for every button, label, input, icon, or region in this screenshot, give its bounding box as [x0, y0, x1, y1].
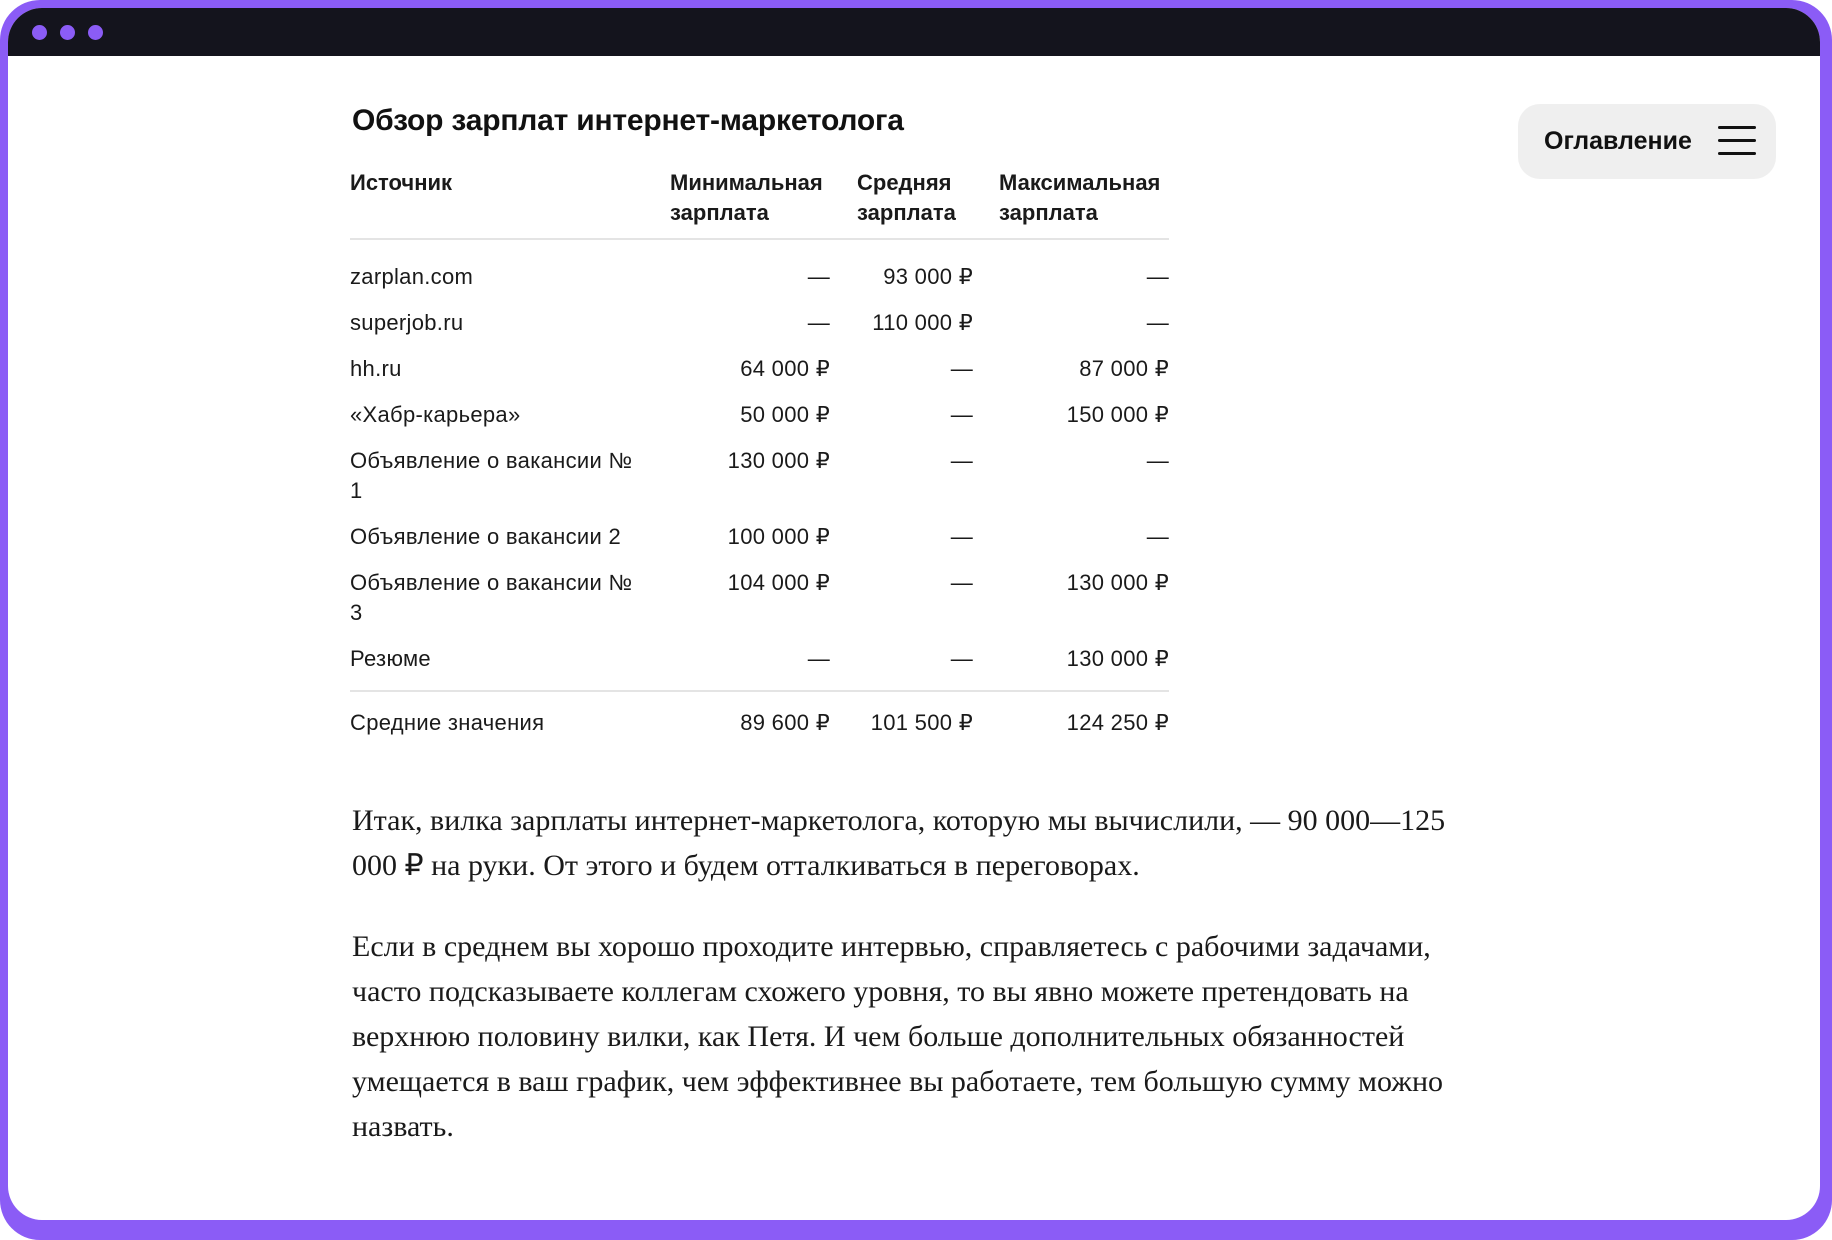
cell-source: Резюме — [350, 646, 431, 671]
cell-source: Объявление о вакансии № 1 — [350, 448, 633, 503]
table-of-contents-button[interactable] — [1518, 104, 1776, 179]
table-row — [350, 568, 1169, 644]
cell-max: 130 000 ₽ — [1066, 570, 1169, 595]
table-footer-row — [350, 691, 1169, 738]
cell-source: «Хабр-карьера» — [350, 402, 521, 427]
header-avg-label: Средняя зарплата — [857, 170, 956, 225]
cell-min: 100 000 ₽ — [727, 524, 830, 549]
table-row — [350, 644, 1169, 691]
cell-avg: — — [950, 524, 973, 549]
footer-max: 124 250 ₽ — [1066, 710, 1169, 735]
hamburger-icon — [1718, 126, 1756, 156]
header-min-label: Минимальная зарплата — [670, 170, 823, 225]
cell-max: — — [1146, 448, 1169, 473]
header-avg — [830, 168, 973, 239]
cell-avg: — — [950, 570, 973, 595]
cell-avg: — — [950, 646, 973, 671]
window-dot — [88, 25, 103, 40]
footer-avg: 101 500 ₽ — [870, 710, 973, 735]
table-body — [350, 239, 1169, 691]
footer-min: 89 600 ₽ — [740, 710, 830, 735]
cell-max: 130 000 ₽ — [1066, 646, 1169, 671]
cell-min: — — [807, 646, 830, 671]
window-titlebar — [8, 8, 1820, 56]
toc-label: Оглавление — [1544, 127, 1692, 155]
cell-min: — — [807, 310, 830, 335]
header-max-label: Максимальная зарплата — [999, 170, 1161, 225]
cell-source: zarplan.com — [350, 264, 474, 289]
paragraph: Если в среднем вы хорошо проходите интервью, справляетесь с рабочими задачами, часто подсказываете коллегам схожего уровня, то вы явно можете претендовать на верхнюю половину вилки, как Петя. И чем больше дополнительных обязанностей умещается в ваш график, чем эффективнее вы работаете, тем большую сумму можно назвать. — [352, 930, 1444, 1143]
cell-source: Объявление о вакансии 2 — [350, 524, 622, 549]
header-max — [973, 168, 1169, 239]
cell-avg: — — [950, 356, 973, 381]
table-row — [350, 400, 1169, 446]
table-title: Обзор зарплат интернет-маркетолога — [352, 104, 904, 137]
article-content — [344, 56, 1464, 1185]
table-row — [350, 239, 1169, 308]
table-row — [350, 354, 1169, 400]
cell-avg: — — [950, 402, 973, 427]
cell-max: — — [1146, 264, 1169, 289]
cell-avg: 93 000 ₽ — [883, 264, 973, 289]
cell-avg: 110 000 ₽ — [872, 310, 973, 335]
cell-min: 104 000 ₽ — [727, 570, 830, 595]
paragraph: Итак, вилка зарплаты интернет-маркетолога, которую мы вычислили, — 90 000—125 000 ₽ на руки. От этого и будем отталкиваться в переговорах. — [352, 804, 1446, 882]
cell-source: Объявление о вакансии № 3 — [350, 570, 633, 625]
cell-max: 87 000 ₽ — [1079, 356, 1169, 381]
salary-table — [350, 168, 1169, 738]
cell-max: 150 000 ₽ — [1066, 402, 1169, 427]
cell-source: hh.ru — [350, 356, 402, 381]
header-min — [642, 168, 830, 239]
cell-avg: — — [950, 448, 973, 473]
cell-min: 50 000 ₽ — [740, 402, 830, 427]
cell-max: — — [1146, 524, 1169, 549]
footer-source: Средние значения — [350, 710, 545, 735]
table-row — [350, 308, 1169, 354]
cell-max: — — [1146, 310, 1169, 335]
table-header-row — [350, 168, 1169, 239]
window-dot — [60, 25, 75, 40]
cell-min: 64 000 ₽ — [740, 356, 830, 381]
article-text — [344, 798, 1464, 1149]
cell-min: 130 000 ₽ — [727, 448, 830, 473]
cell-source: superjob.ru — [350, 310, 464, 335]
header-source: Источник — [350, 170, 453, 195]
cell-min: — — [807, 264, 830, 289]
table-row — [350, 522, 1169, 568]
window-dot — [32, 25, 47, 40]
browser-window — [8, 8, 1820, 1220]
table-row — [350, 446, 1169, 522]
